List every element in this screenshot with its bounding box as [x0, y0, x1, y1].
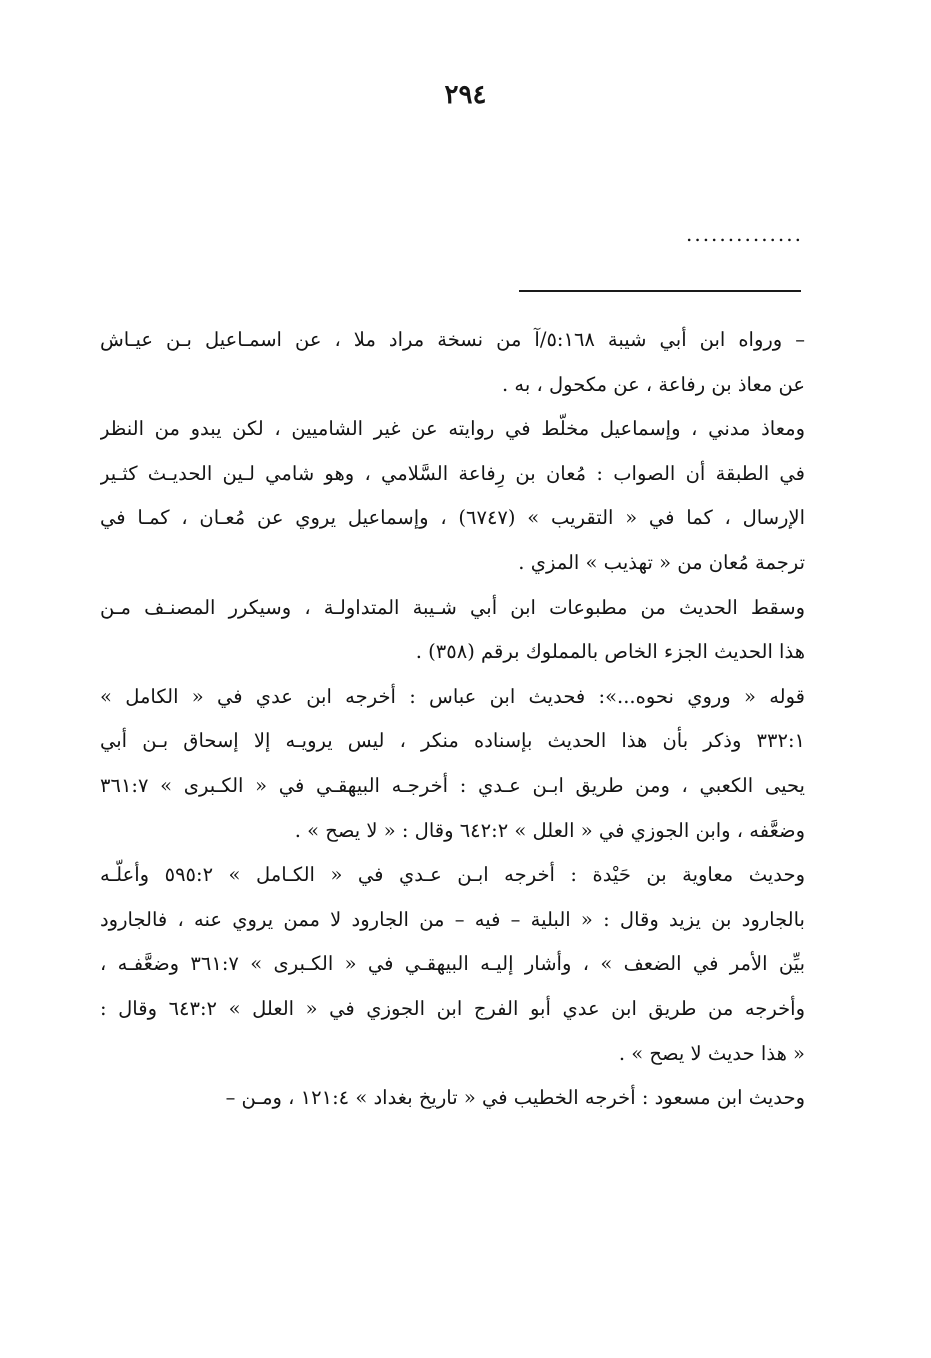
text-line: هذا الحديث الجزء الخاص بالمملوك برقم (٣٥٨) . — [415, 640, 805, 664]
text-line: « هذا حديث لا يصح » . — [618, 1041, 805, 1065]
text-line: عن معاذ بن رفاعة ، عن مكحول ، به . — [502, 372, 805, 396]
footnote-body — [100, 318, 805, 1121]
paragraph — [100, 586, 805, 675]
elided-text-marker: .............. — [685, 222, 803, 246]
paragraph — [100, 1076, 805, 1121]
paragraph — [100, 407, 805, 585]
paragraph — [100, 853, 805, 1076]
text-line: ٣٣٢:١ وذكر بأن هذا الحديث بإسناده منكر ، ليس يرويـه إلا إسحاق بـن أبي — [100, 729, 805, 753]
text-line: في الطبقة أن الصواب : مُعان بن رِفاعة السَّلامي ، وهو شامي لـين الحديـث كثـير — [100, 461, 805, 485]
paragraph — [100, 318, 805, 407]
text-line: ترجمة مُعان من « تهذيب » المزي . — [518, 550, 805, 574]
text-line: يحيى الكعبي ، ومن طريق ابـن عـدي : أخرجـه البيهقـي في « الكـبرى » ٣٦١:٧ — [100, 773, 805, 797]
page-number: ٢٩٤ — [444, 80, 487, 110]
text-line: وحديث ابن مسعود : أخرجه الخطيب في « تاريخ بغداد » ١٢١:٤ ، ومـن – — [225, 1086, 805, 1110]
text-line: بيِّن الأمر في الضعف » ، وأشار إليـه البيهقـي في « الكـبرى » ٣٦١:٧ وضعَّفـه ، — [100, 952, 805, 976]
text-line: ومعاذ مدني ، وإسماعيل مخلّط في روايته عن غير الشاميين ، لكن يبدو من النظر — [100, 417, 805, 441]
text-line: وضعَّفه ، وابن الجوزي في « العلل » ٦٤٢:٢ وقال : « لا يصح » . — [294, 818, 805, 842]
text-line: وأخرجه من طريق ابن عدي أبو الفرج ابن الجوزي في « العلل » ٦٤٣:٢ وقال : — [100, 996, 805, 1020]
text-line: الإرسال ، كما في « التقريب » (٦٧٤٧) ، وإسماعيل يروي عن مُعـان ، كمـا في — [100, 506, 805, 530]
paragraph — [100, 675, 805, 853]
text-line: – ورواه ابن أبي شيبة ٥:١٦٨/آ من نسخة مراد ملا ، عن اسمـاعيل بـن عيـاش — [100, 328, 805, 351]
text-line: وسقط الحديث من مطبوعات ابن أبي شـيبة المتداولـة ، وسيكرر المصنـف مـن — [100, 595, 805, 619]
footnote-separator — [519, 290, 801, 292]
text-line: قوله « وروي نحوه...»: فحديث ابن عباس : أخرجه ابن عدي في « الكامل » — [100, 684, 805, 708]
text-line: بالجارود بن يزيد وقال : « البلية – فيه – من الجارود لا ممن يروي عنه ، فالجارود — [100, 907, 805, 931]
text-line: وحديث معاوية بن حَيْدة : أخرجه ابـن عـدي في « الكـامل » ٥٩٥:٢ وأعلّـه — [100, 863, 805, 887]
